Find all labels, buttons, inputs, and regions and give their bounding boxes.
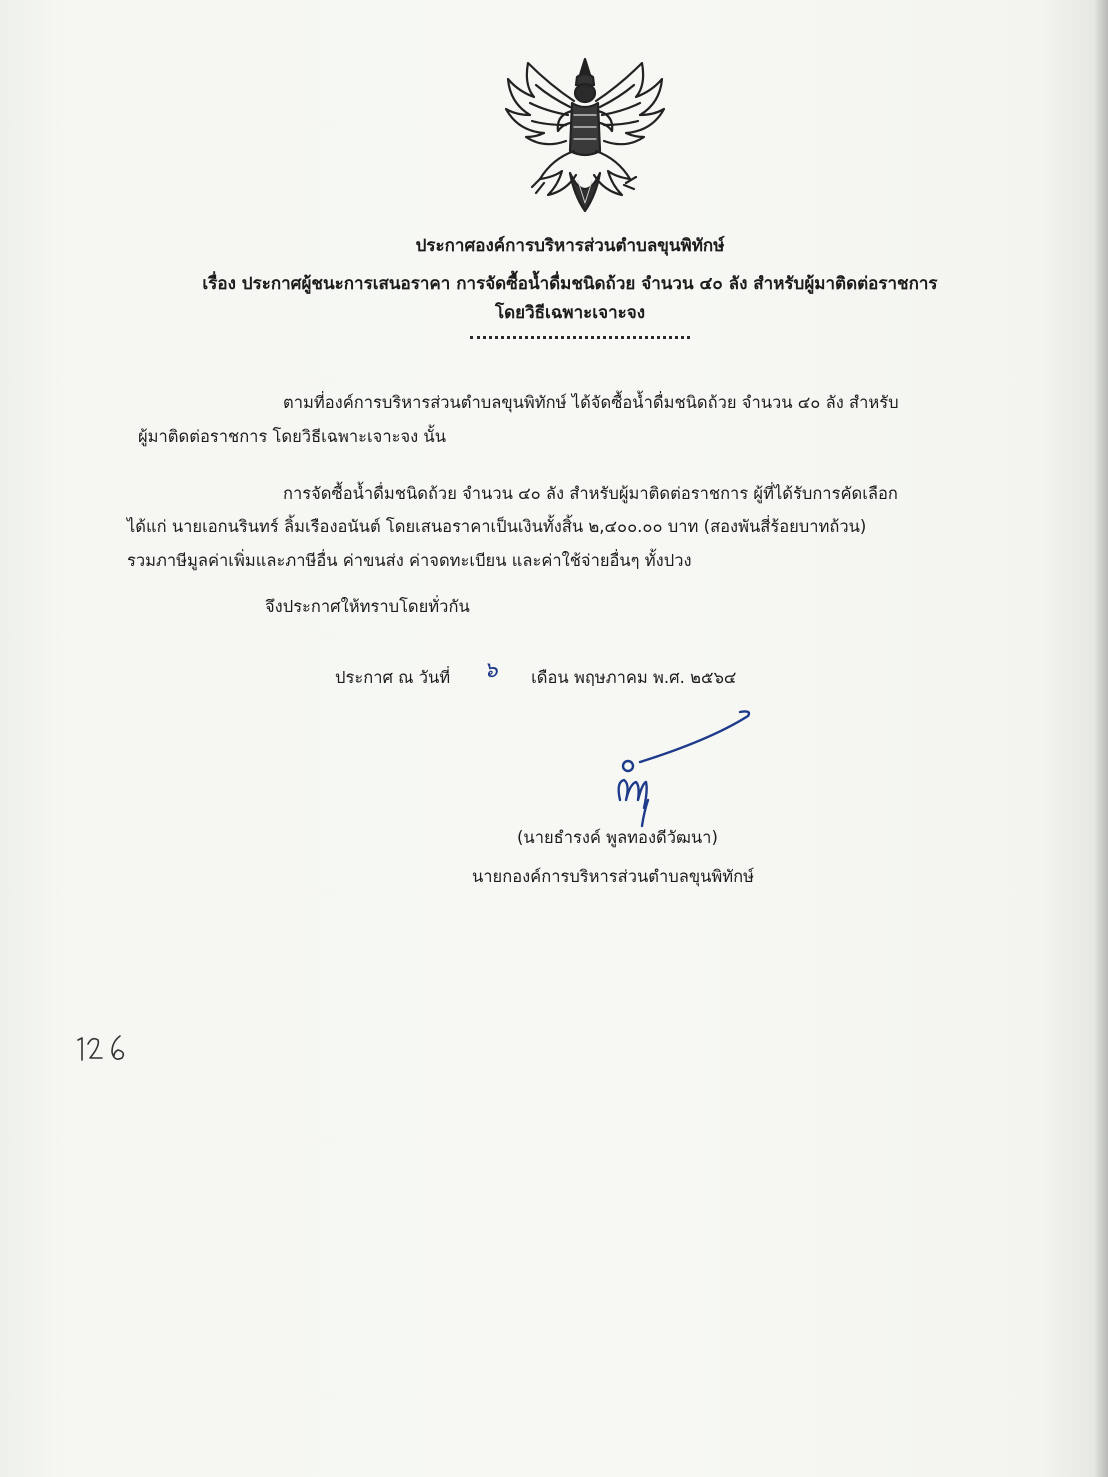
date-prefix: ประกาศ ณ วันที่ [335, 668, 451, 687]
announcement-subject: เรื่อง ประกาศผู้ชนะการเสนอราคา การจัดซื้อน้ำดื่มชนิดถ้วย จำนวน ๔๐ ลัง สำหรับผู้มาติดต่อราชการ [202, 274, 938, 294]
date-suffix: เดือน พฤษภาคม พ.ศ. ๒๕๖๔ [531, 668, 737, 687]
paragraph-3: จึงประกาศให้ทราบโดยทั่วกัน [265, 597, 470, 616]
signatory-position: นายกองค์การบริหารส่วนตำบลขุนพิทักษ์ [472, 867, 755, 886]
page-edge-shadow [1094, 0, 1108, 1477]
paragraph-1-line-1: ตามที่องค์การบริหารส่วนตำบลขุนพิทักษ์ ได้จัดซื้อน้ำดื่มชนิดถ้วย จำนวน ๔๐ ลัง สำหรับ [283, 393, 899, 412]
handwritten-day: ๖ [483, 658, 498, 683]
signatory-name: (นายธำรงค์ พูลทองดีวัฒนา) [517, 828, 718, 847]
paragraph-2-line-2: ได้แก่ นายเอกนรินทร์ ลิ้มเรืองอนันต์ โดยเสนอราคาเป็นเงินทั้งสิ้น ๒,๔๐๐.๐๐ บาท (สองพันสี่ร้อยบาทถ้วน) [127, 517, 867, 536]
paragraph-1-line-2: ผู้มาติดต่อราชการ โดยวิธีเฉพาะเจาะจง นั้น [138, 427, 446, 446]
paragraph-2-line-3: รวมภาษีมูลค่าเพิ่มและภาษีอื่น ค่าขนส่ง ค่าจดทะเบียน และค่าใช้จ่ายอื่นๆ ทั้งปวง [127, 551, 692, 570]
dotted-divider [470, 336, 690, 339]
announcement-title: ประกาศองค์การบริหารส่วนตำบลขุนพิทักษ์ [415, 236, 725, 256]
announcement-method: โดยวิธีเฉพาะเจาะจง [494, 303, 646, 323]
paragraph-2-line-1: การจัดซื้อน้ำดื่มชนิดถ้วย จำนวน ๔๐ ลัง สำหรับผู้มาติดต่อราชการ ผู้ที่ได้รับการคัดเลือก [283, 484, 898, 503]
garuda-emblem-icon [500, 55, 670, 215]
announcement-date [335, 658, 736, 693]
handwritten-signature [600, 700, 780, 830]
handwritten-margin-note [74, 1030, 134, 1066]
